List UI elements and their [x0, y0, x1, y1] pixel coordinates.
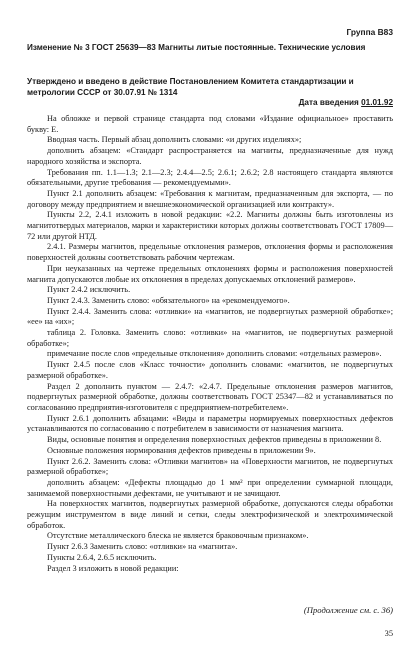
document-body — [27, 114, 393, 574]
paragraph: Пункт 2.4.4. Заменить слова: «отливки» на «магнитов, не подвергнутых размерной обработке»; «ее» на «их»; — [27, 306, 393, 327]
paragraph: дополнить абзацем: «Стандарт распространяется на магниты, предназначенные для нужд народного хозяйства и экспорта. — [27, 146, 393, 166]
paragraph: Пункт 2.4.2 исключить. — [47, 285, 131, 295]
effective-date — [299, 98, 393, 107]
paragraph: На поверхностях магнитов, подвергнутых размерной обработке, допускаются следы обработки режущим инструментом в виде линий и сетки, следы электрофизической и электрохимической обработок. — [27, 499, 393, 530]
paragraph: Отсутствие металлического блеска не является браковочным признаком». — [47, 531, 309, 541]
paragraph: Пункт 2.6.3 Заменить слово: «отливки» на «магнита». — [47, 542, 238, 552]
paragraph: Пункт 2.1 дополнить абзацем: «Требования к магнитам, предназначенным для экспорта, — по договору между предприятием и внешнеэкономической организацией или контракту». — [27, 188, 393, 209]
paragraph: Вводная часть. Первый абзац дополнить словами: «и других изделиях»; — [47, 135, 302, 145]
paragraph: дополнить абзацем: «Дефекты площадью до 1 мм² при определении суммарной площади, занимаемой поверхностными дефектами, не учитывают и не зачищают. — [27, 477, 393, 498]
continued-note: (Продолжение см. с. 36) — [303, 605, 393, 615]
paragraph: Пункт 2.4.3. Заменить слово: «обязательного» на «рекомендуемого». — [47, 295, 290, 305]
approval-statement: Утверждено и введено в действие Постановлением Комитета стандартизации и метрологии СССР от 30.07.91 № 1314 — [27, 77, 354, 97]
effective-date-value: 01.01.92 — [361, 98, 393, 107]
paragraph: Виды, основные понятия и определения поверхностных дефектов приведены в приложении 8. — [47, 435, 382, 445]
paragraph: При неуказанных на чертеже предельных отклонениях формы и расположения поверхностей магнита допускаются любые их отклонения в пределах допускаемых отклонений размеров». — [27, 263, 393, 284]
paragraph: Пункт 2.4.5 после слов «Класс точности» дополнить словами: «магнитов, не подвергнутых размерной обработке». — [27, 360, 393, 380]
paragraph: Пункты 2.2, 2.4.1 изложить в новой редакции: «2.2. Магниты должны быть изготовлены из магнитотвердых материалов, марки и характеристики которых должны соответствовать ГОСТ 17809—72 или другой НТД. — [27, 210, 393, 241]
paragraph: Пункт 2.6.1 дополнить абзацами: «Виды и параметры нормируемых поверхностных дефектов устанавливаются по согласованию с потребителем в зависимости от назначения магнита. — [27, 413, 393, 434]
paragraph: 2.4.1. Размеры магнитов, предельные отклонения размеров, отклонения формы и расположения поверхностей должны соответствовать рабочим чертежам. — [27, 242, 393, 263]
paragraph: примечание после слов «предельные отклонения» дополнить словами: «отдельных размеров». — [47, 349, 382, 359]
paragraph: На обложке и первой странице стандарта под словами «Издание официальное» проставить букву: Е. — [27, 114, 393, 134]
paragraph: Пункты 2.6.4, 2.6.5 исключить. — [47, 552, 157, 562]
paragraph: Требования пп. 1.1—1.3; 2.1—2.3; 2.4.4—2.5; 2.6.1; 2.6.2; 2.8 настоящего стандарта являются обязательными, другие требования — рекомендуемыми». — [27, 167, 393, 188]
paragraph: Пункт 2.6.2. Заменить слова: «Отливки магнитов» на «Поверхности магнитов, не подвергнутых размерной обработке»; — [27, 456, 393, 477]
paragraph: Раздел 2 дополнить пунктом — 2.4.7: «2.4.7. Предельные отклонения размеров магнитов, подвергнутых размерной обработке, должны соответствовать ГОСТ 25347—82 и устанавливаться по согласованию предприятия-изготовителя с предприятием-потребителем». — [27, 381, 393, 412]
page-number: 35 — [384, 629, 393, 638]
change-title: Изменение № 3 ГОСТ 25639—83 Магниты литые постоянные. Технические условия — [27, 43, 366, 52]
group-code: Группа В83 — [346, 27, 393, 37]
effective-date-label: Дата введения — [298, 98, 359, 107]
paragraph: таблица 2. Головка. Заменить слово: «отливки» на «магнитов, не подвергнутых размерной обработке»; — [27, 328, 393, 348]
paragraph: Основные положения нормирования дефектов приведены в приложении 9». — [47, 445, 316, 455]
paragraph: Раздел 3 изложить в новой редакции: — [47, 563, 179, 573]
